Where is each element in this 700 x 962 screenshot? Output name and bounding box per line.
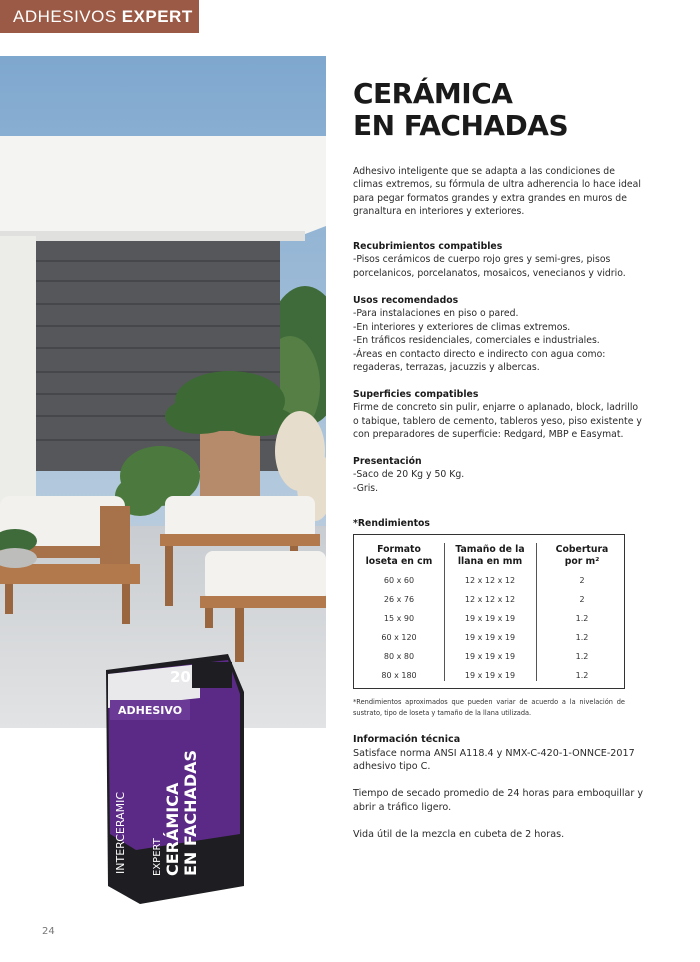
section-line: -En tráficos residenciales, comerciales e industriales. [353,335,600,347]
table-cell: 19 x 19 x 19 [464,614,516,623]
table-cell: 80 x 180 [381,671,417,680]
table-cell: 2 [579,576,585,585]
table-cell: 12 x 12 x 12 [464,595,516,604]
section-line: o tabique, tablero de cemento, tableros yeso, piso existente y [353,415,642,427]
table-cell: 19 x 19 x 19 [464,633,516,642]
bag-brand: INTERCERAMIC [114,791,127,874]
table-cell: 12 x 12 x 12 [464,576,516,585]
section-heading: Recubrimientos compatibles [353,241,503,252]
bag-line2: CERÁMICA [163,782,182,876]
section-superficies [353,388,683,442]
table-cell: 1.2 [575,633,589,642]
table-cell: 1.2 [575,652,589,661]
intro-line: climas extremos, su fórmula de ultra adherencia lo hace ideal [353,179,641,191]
section-line: -Áreas en contacto directo e indirecto con agua como: [353,348,606,360]
header-line: loseta en cm [365,556,433,567]
section-line: Vida útil de la mezcla en cubeta de 2 horas. [353,828,565,840]
section-heading: Presentación [353,456,422,467]
header-line: por m² [564,556,600,567]
section-line: Firme de concreto sin pulir, enjarre o aplanado, block, ladrillo [353,402,639,414]
section-banner [0,0,199,33]
section-line: -En interiores y exteriores de climas extremos. [353,321,571,333]
section-line: -Saco de 20 Kg y 50 Kg. [353,469,465,481]
section-line: Satisface norma ANSI A118.4 y NMX-C-420-1-ONNCE-2017 [353,747,635,759]
table-cell: 60 x 120 [381,633,417,642]
table-header-cobertura [537,544,627,568]
section-line: abrir a tráfico ligero. [353,801,452,813]
title-line-2: EN FACHADAS [353,109,569,142]
spacer [353,814,683,828]
table-cell: 26 x 76 [383,595,415,604]
rendimientos-table [353,534,625,689]
section-line: -Pisos cerámicos de cuerpo rojo gres y semi-gres, pisos [353,254,611,266]
table-cell: 19 x 19 x 19 [464,652,516,661]
product-bag [100,654,246,904]
section-info-tecnica [353,733,683,841]
bag-line1: EXPERT [152,838,163,876]
intro-line: granaltura en interiores y exteriores. [353,206,525,218]
section-usos [353,294,683,374]
header-line: Formato [377,544,421,555]
header-line: llana en mm [457,556,523,567]
section-line: adhesivo tipo C. [353,761,431,772]
table-header-formato [354,544,444,568]
section-line: -Gris. [353,482,379,494]
table-cell: 60 x 60 [383,576,415,585]
table-header-llana [445,544,535,568]
section-line: con preparadores de superficie: Redgard, MBP e Easymat. [353,429,624,441]
bag-weight: 20 [170,668,191,686]
section-heading: Información técnica [353,734,461,745]
table-cell: 15 x 90 [383,614,415,623]
banner-light-text: ADHESIVOS [13,6,117,26]
section-line: porcelanicos, porcelanatos, mosaicos, venecianos y vidrio. [353,267,626,279]
header-line: Tamaño de la [455,544,525,555]
banner-bold-text: EXPERT [121,6,193,26]
intro-paragraph [353,165,683,219]
section-line: Tiempo de secado promedio de 24 horas para emboquillar y [353,788,644,799]
title-line-1: CERÁMICA [353,77,513,110]
header-line: Cobertura [555,544,609,555]
bag-line3: EN FACHADAS [181,749,200,876]
section-presentacion [353,455,683,495]
intro-line: Adhesivo inteligente que se adapta a las condiciones de [353,166,615,177]
page-title [353,78,568,142]
table-cell: 80 x 80 [383,652,415,661]
table-cell: 19 x 19 x 19 [464,671,516,680]
bag-label: ADHESIVO [118,704,183,717]
table-cell: 2 [579,595,585,604]
page-number: 24 [42,926,55,937]
intro-line: para pegar formatos grandes y extra grandes en muros de [353,192,627,204]
table-cell: 1.2 [575,614,589,623]
product-photo [0,56,326,728]
section-line: -Para instalaciones en piso o pared. [353,308,519,320]
table-cell: 1.2 [575,671,589,680]
rendimientos-note: *Rendimientos aproximados que pueden variar de acuerdo a la nivelación de sustrato, tipo de loseta y tamaño de la llana utilizada. [353,698,625,717]
section-line: regaderas, terrazas, jacuzzis y albercas. [353,362,540,374]
section-heading: Usos recomendados [353,295,459,306]
rendimientos-title: *Rendimientos [353,518,430,529]
spacer [353,774,683,788]
section-recubrimientos [353,240,683,280]
section-heading: Superficies compatibles [353,389,479,400]
